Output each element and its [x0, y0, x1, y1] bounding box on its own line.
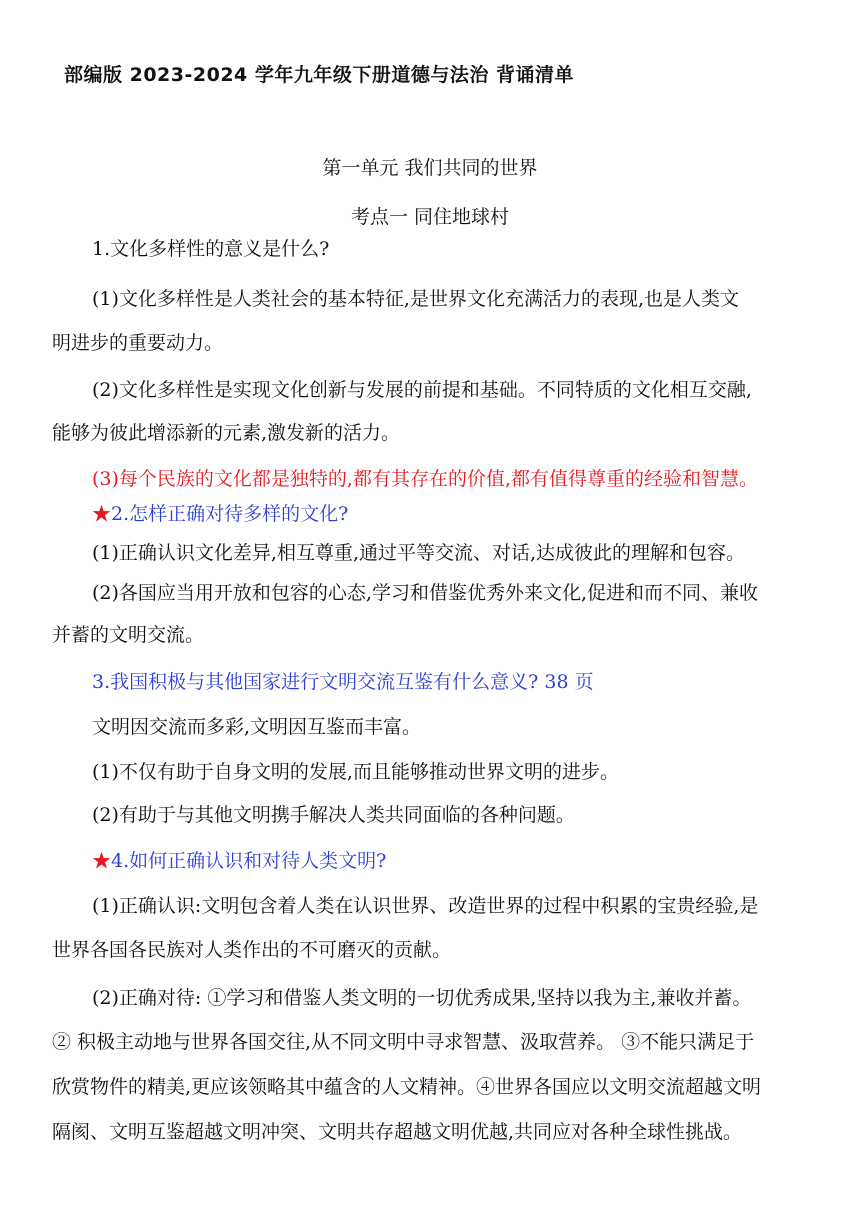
- document-title: 部编版 2023-2024 学年九年级下册道德与法治 背诵清单: [64, 64, 574, 86]
- q4-answer-1-line-1: (1)正确认识:文明包含着人类在认识世界、改造世界的过程中积累的宝贵经验,是: [92, 895, 759, 917]
- unit-title: 第一单元 我们共同的世界: [322, 157, 538, 179]
- q3-intro: 文明因交流而多彩,文明因互鉴而丰富。: [92, 716, 422, 738]
- q4-answer-2-line-4: 隔阂、文明互鉴超越文明冲突、文明共存超越文明优越,共同应对各种全球性挑战。: [52, 1121, 743, 1143]
- q1-answer-1-line-1: (1)文化多样性是人类社会的基本特征,是世界文化充满活力的表现,也是人类文: [92, 288, 739, 310]
- q3-answer-2: (2)有助于与其他文明携手解决人类共同面临的各种问题。: [92, 804, 575, 826]
- q3-answer-1: (1)不仅有助于自身文明的发展,而且能够推动世界文明的进步。: [92, 761, 619, 783]
- question-4-text: 4.如何正确认识和对待人类文明?: [111, 850, 387, 872]
- question-4: [92, 846, 386, 873]
- q4-answer-2-line-3: 欣赏物件的精美,更应该领略其中蕴含的人文精神。④世界各国应以文明交流超越文明: [52, 1076, 762, 1098]
- question-1: 1.文化多样性的意义是什么?: [92, 238, 330, 260]
- star-icon: ★: [92, 850, 112, 872]
- q2-answer-2-line-2: 并蓄的文明交流。: [52, 624, 205, 646]
- question-2-text: 2.怎样正确对待多样的文化?: [111, 503, 349, 525]
- q1-answer-1-line-2: 明进步的重要动力。: [52, 332, 224, 354]
- q1-answer-2-line-2: 能够为彼此增添新的元素,激发新的活力。: [52, 422, 401, 444]
- q1-answer-2-line-1: (2)文化多样性是实现文化创新与发展的前提和基础。不同特质的文化相互交融,: [92, 379, 752, 401]
- question-3: 3.我国积极与其他国家进行文明交流互鉴有什么意义? 38 页: [92, 671, 594, 693]
- q4-answer-1-line-2: 世界各国各民族对人类作出的不可磨灭的贡献。: [52, 939, 452, 961]
- question-2: [92, 499, 348, 526]
- q1-answer-3-highlight: (3)每个民族的文化都是独特的,都有其存在的价值,都有值得尊重的经验和智慧。: [92, 468, 758, 490]
- section-title: 考点一 同住地球村: [350, 206, 510, 228]
- q4-answer-2-line-1: (2)正确对待: ①学习和借鉴人类文明的一切优秀成果,坚持以我为主,兼收并蓄。: [92, 987, 752, 1009]
- q2-answer-1: (1)正确认识文化差异,相互尊重,通过平等交流、对话,达成彼此的理解和包容。: [92, 542, 746, 564]
- q2-answer-2-line-1: (2)各国应当用开放和包容的心态,学习和借鉴优秀外来文化,促进和而不同、兼收: [92, 582, 758, 604]
- q4-answer-2-line-2: ② 积极主动地与世界各国交往,从不同文明中寻求智慧、汲取营养。 ③不能只满足于: [52, 1031, 755, 1053]
- star-icon: ★: [92, 503, 112, 525]
